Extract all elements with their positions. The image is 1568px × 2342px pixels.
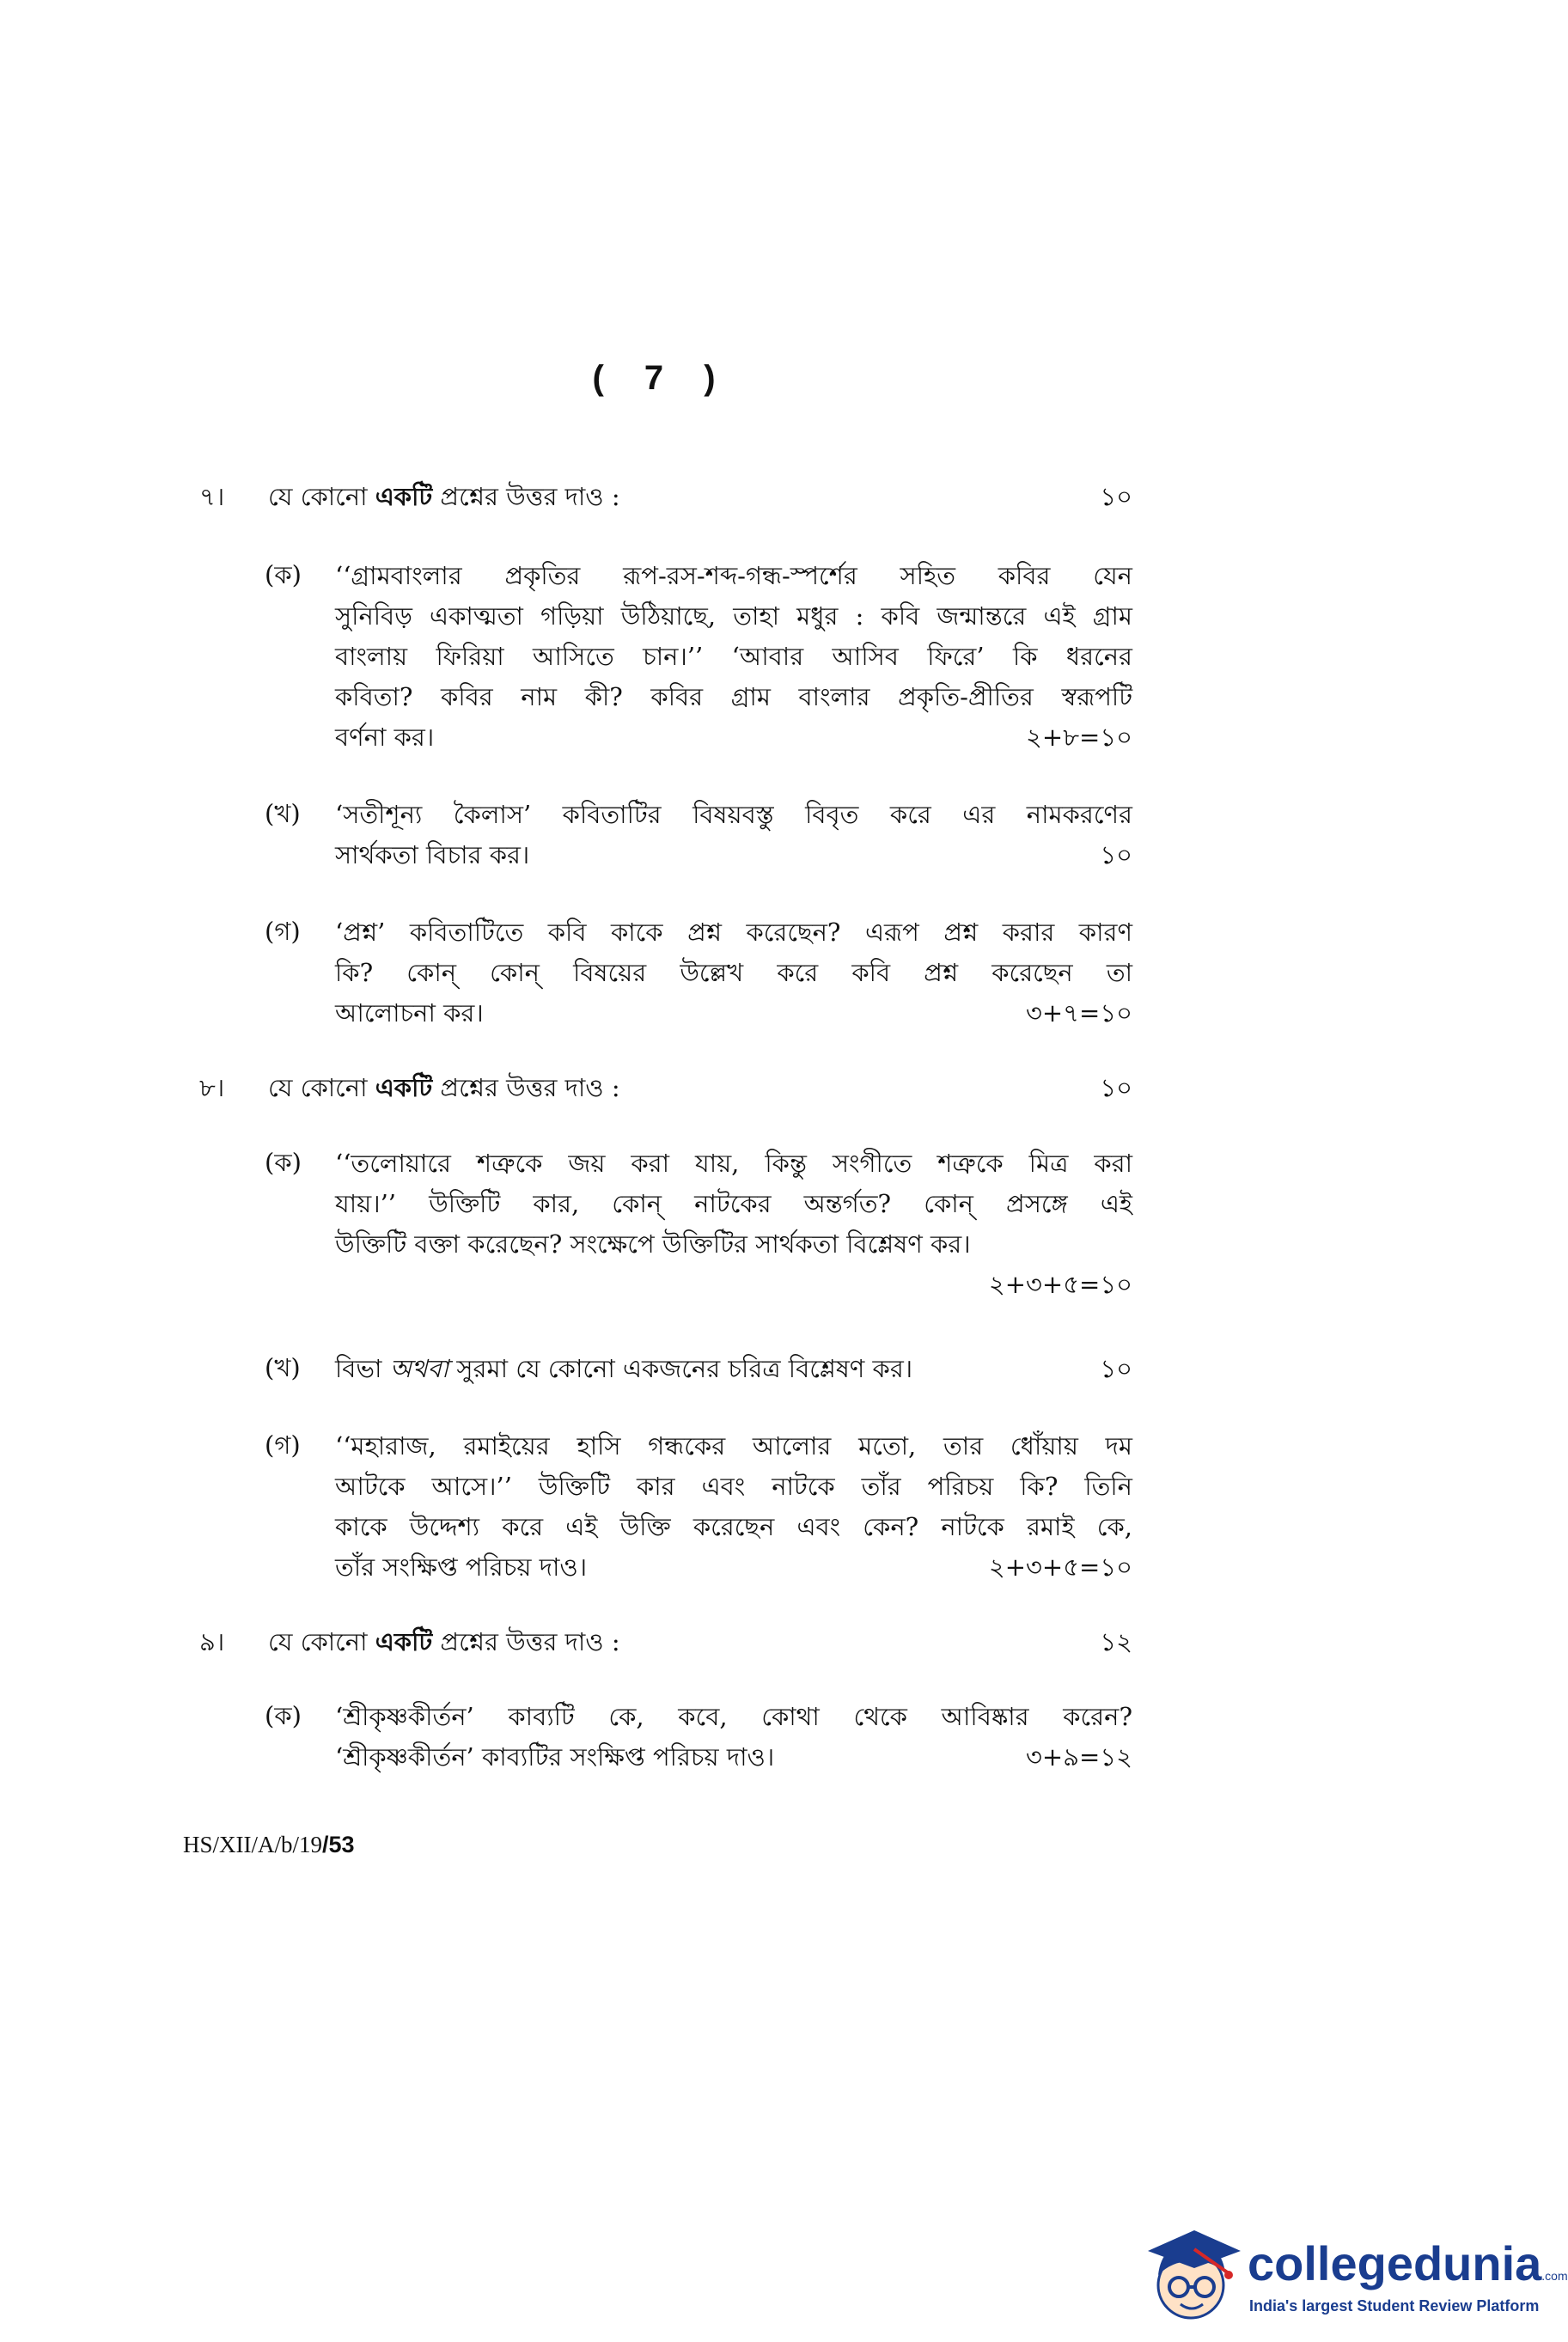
- brand-tagline: India's largest Student Review Platform: [1249, 2297, 1540, 2315]
- question-number: ৭।: [199, 482, 225, 511]
- sub-marks: ৩+৭=১০: [1026, 998, 1132, 1028]
- text-line: কি? কোন্ কোন্ বিষয়ের উল্লেখ করে কবি প্রশ্ন করেছেন তা: [335, 958, 1132, 987]
- text-line: ‘‘তলোয়ারে শত্রুকে জয় করা যায়, কিন্তু সংগীতে শত্রুকে মিত্র করা: [335, 1149, 1132, 1178]
- question-7-kha: [265, 795, 1132, 875]
- question-instruction: যে কোনো একটি প্রশ্নের উত্তর দাও :: [268, 1073, 620, 1102]
- question-9-header: [199, 1623, 1132, 1666]
- question-number: ৯।: [199, 1627, 225, 1656]
- text-line: সার্থকতা বিচার কর।: [335, 840, 530, 869]
- text-line: ‘শ্রীকৃষ্ণকীর্তন’ কাব্যটি কে, কবে, কোথা থেকে আবিষ্কার করেন?: [335, 1702, 1132, 1731]
- text-line: ‘‘গ্রামবাংলার প্রকৃতির রূপ-রস-শব্দ-গন্ধ-স্পর্শের সহিত কবির যেন: [335, 561, 1132, 590]
- text-line: কবিতা? কবির নাম কী? কবির গ্রাম বাংলার প্রকৃতি-প্রীতির স্বরূপটি: [335, 682, 1132, 711]
- sub-label: (ক): [265, 1701, 302, 1730]
- text-line: কাকে উদ্দেশ্য করে এই উক্তি করেছেন এবং কেন? নাটকে রমাই কে,: [335, 1512, 1132, 1541]
- sub-marks: ২+৩+৫=১০: [988, 1552, 1132, 1582]
- text-line: বর্ণনা কর।: [335, 723, 435, 752]
- question-8-header: [199, 1069, 1132, 1112]
- question-7-header: [199, 478, 1132, 521]
- text-line: ‘প্রশ্ন’ কবিতাটিতে কবি কাকে প্রশ্ন করেছেন? এরূপ প্রশ্ন করার কারণ: [335, 918, 1132, 947]
- sub-label: (ক): [265, 560, 302, 589]
- question-instruction: যে কোনো একটি প্রশ্নের উত্তর দাও :: [268, 1627, 620, 1656]
- question-7-ga: [265, 912, 1132, 1034]
- text-line: আটকে আসে।’’ উক্তিটি কার এবং নাটকে তাঁর পরিচয় কি? তিনি: [335, 1472, 1132, 1501]
- mascot-icon: [1143, 2222, 1242, 2330]
- sub-label: (খ): [265, 799, 301, 828]
- question-instruction: যে কোনো একটি প্রশ্নের উত্তর দাও :: [268, 482, 620, 511]
- sub-label: (ক): [265, 1148, 302, 1177]
- text-line: বিভা অথবা সুরমা যে কোনো একজনের চরিত্র বিশ্লেষণ কর।: [335, 1354, 913, 1383]
- question-8-kha: [265, 1349, 1132, 1389]
- sub-label: (খ): [265, 1353, 301, 1382]
- text-line: ‘শ্রীকৃষ্ণকীর্তন’ কাব্যটির সংক্ষিপ্ত পরিচয় দাও।: [335, 1742, 775, 1772]
- sub-label: (গ): [265, 1430, 301, 1460]
- sub-marks: ১০: [1100, 1354, 1132, 1383]
- sub-marks: ৩+৯=১২: [1026, 1742, 1132, 1772]
- sub-marks: ২+৩+৫=১০: [988, 1270, 1132, 1299]
- text-line: সুনিবিড় একাত্মতা গড়িয়া উঠিয়াছে, তাহা মধুর : কবি জন্মান্তরে এই গ্রাম: [335, 601, 1132, 631]
- text-line: ‘‘মহারাজ, রমাইয়ের হাসি গন্ধকের আলোর মতো, তার ধোঁয়ায় দম: [335, 1431, 1132, 1461]
- question-marks: ১০: [1100, 1073, 1132, 1102]
- text-line: আলোচনা কর।: [335, 998, 484, 1028]
- question-7-ka: [265, 556, 1132, 758]
- collegedunia-logo[interactable]: [1143, 2222, 1568, 2330]
- sub-label: (গ): [265, 917, 301, 946]
- question-9-ka: [265, 1697, 1132, 1778]
- sub-marks: ২+৮=১০: [1026, 723, 1132, 752]
- text-line: তাঁর সংক্ষিপ্ত পরিচয় দাও।: [335, 1552, 588, 1582]
- text-line: বাংলায় ফিরিয়া আসিতে চান।’’ ‘আবার আসিব ফিরে’ কি ধরনের: [335, 642, 1132, 671]
- text-line: যায়।’’ উক্তিটি কার, কোন্ নাটকের অন্তর্গত? কোন্ প্রসঙ্গে এই: [335, 1189, 1132, 1218]
- question-marks: ১২: [1100, 1627, 1132, 1656]
- text-line: উক্তিটি বক্তা করেছেন? সংক্ষেপে উক্তিটির সার্থকতা বিশ্লেষণ কর।: [335, 1229, 971, 1259]
- text-line: ‘সতীশূন্য কৈলাস’ কবিতাটির বিষয়বস্তু বিবৃত করে এর নামকরণের: [335, 800, 1132, 829]
- sub-marks: ১০: [1100, 840, 1132, 869]
- question-marks: ১০: [1100, 482, 1132, 511]
- page-number: ( 7 ): [592, 359, 731, 397]
- brand-name: collegedunia.com: [1248, 2236, 1568, 2290]
- question-number: ৮।: [199, 1073, 225, 1102]
- paper-code: HS/XII/A/b/19/53: [183, 1832, 355, 1857]
- question-8-ga: [265, 1426, 1132, 1588]
- question-8-ka: [265, 1144, 1132, 1305]
